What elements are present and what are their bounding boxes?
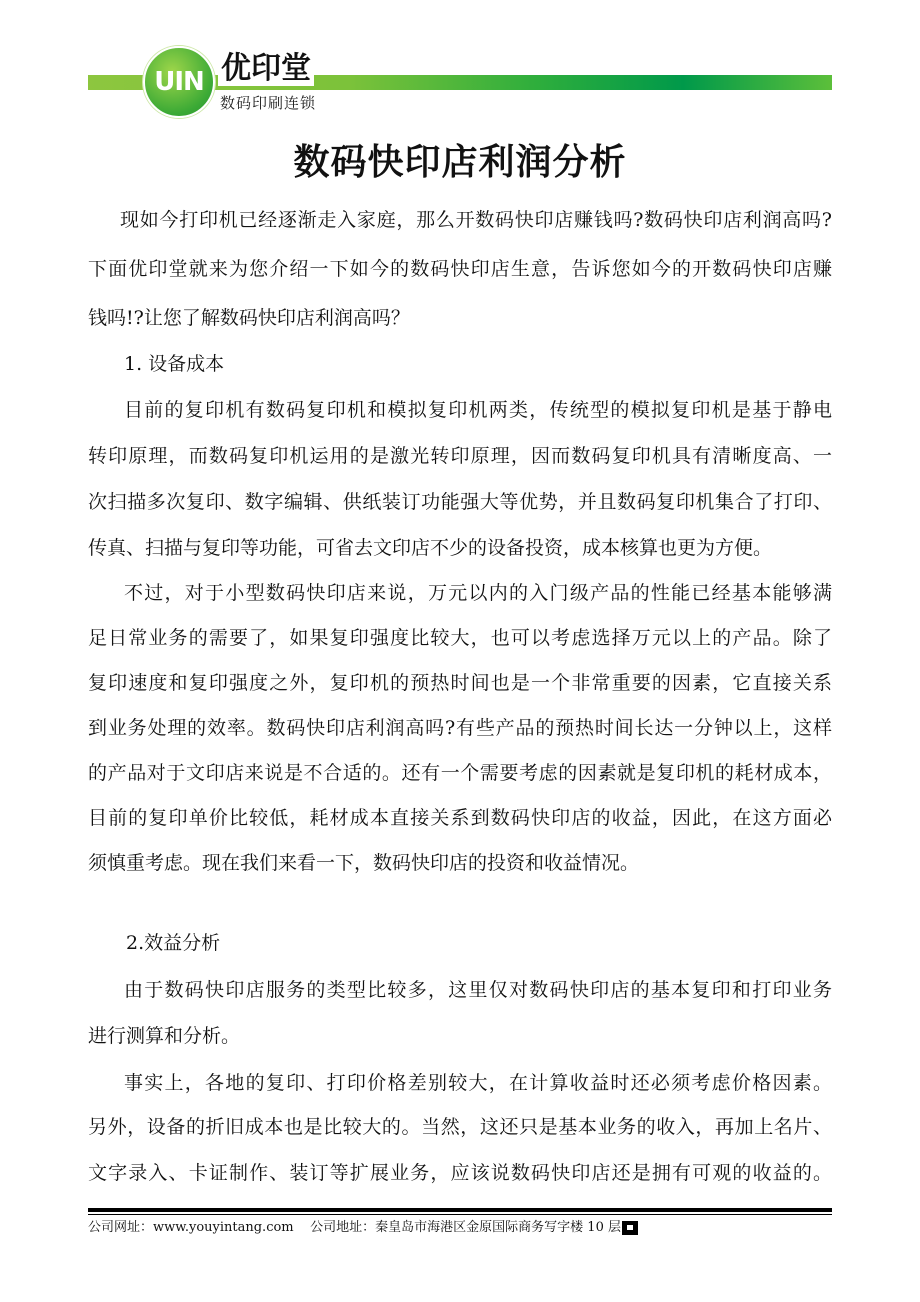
footer-address: 公司地址：秦皇岛市海港区金原国际商务写字楼 10 层 [310, 1220, 621, 1235]
body-line: 事实上，各地的复印、打印价格差别较大，在计算收益时还必须考虑价格因素。 [124, 1072, 832, 1094]
body-line: 目前的复印机有数码复印机和模拟复印机两类，传统型的模拟复印机是基于静电 [124, 399, 832, 421]
body-line: 不过，对于小型数码快印店来说，万元以内的入门级产品的性能已经基本能够满 [124, 582, 832, 604]
body-line: 转印原理，而数码复印机运用的是激光转印原理，因而数码复印机具有清晰度高、一 [88, 445, 832, 467]
footer-rule-thin [88, 1214, 832, 1215]
section-heading: 2.效益分析 [126, 932, 221, 954]
section-heading: 1. 设备成本 [124, 353, 225, 375]
footer [88, 1219, 638, 1237]
footer-rule-thick [88, 1208, 832, 1212]
body-line: 目前的复印单价比较低，耗材成本直接关系到数码快印店的收益，因此，在这方面必 [88, 807, 832, 829]
body-line: 的产品对于文印店来说是不合适的。还有一个需要考虑的因素就是复印机的耗材成本， [88, 762, 832, 784]
body-line: 足日常业务的需要了，如果复印强度比较大，也可以考虑选择万元以上的产品。除了 [88, 627, 832, 649]
body-line: 由于数码快印店服务的类型比较多，这里仅对数码快印店的基本复印和打印业务 [124, 979, 832, 1001]
body-line: 到业务处理的效率。数码快印店利润高吗?有些产品的预热时间长达一分钟以上，这样 [88, 717, 832, 739]
page-title: 数码快印店利润分析 [293, 142, 627, 183]
body-line: 下面优印堂就来为您介绍一下如今的数码快印店生意，告诉您如今的开数码快印店赚 [88, 258, 832, 280]
body-line: 文字录入、卡证制作、装订等扩展业务，应该说数码快印店还是拥有可观的收益的。 [88, 1162, 832, 1184]
brand-name: 优印堂 [218, 52, 314, 86]
logo-mark-text: UIN [154, 67, 204, 97]
footer-website: 公司网址：www.youyintang.com [88, 1220, 294, 1235]
body-line: 钱吗!?让您了解数码快印店利润高吗？ [88, 307, 410, 329]
logo-mark [143, 46, 215, 118]
page-mark-icon [622, 1221, 638, 1235]
body-line: 传真、扫描与复印等功能，可省去文印店不少的设备投资，成本核算也更为方便。 [88, 537, 773, 559]
body-line: 须慎重考虑。现在我们来看一下，数码快印店的投资和收益情况。 [88, 852, 640, 874]
body-line: 现如今打印机已经逐渐走入家庭，那么开数码快印店赚钱吗?数码快印店利润高吗? [120, 209, 832, 231]
body-line: 复印速度和复印强度之外，复印机的预热时间也是一个非常重要的因素，它直接关系 [88, 672, 832, 694]
body-line: 次扫描多次复印、数字编辑、供纸装订功能强大等优势，并且数码复印机集合了打印、 [88, 491, 832, 513]
body-line: 进行测算和分析。 [88, 1025, 241, 1047]
brand-tagline: 数码印刷连锁 [220, 94, 317, 112]
body-line: 另外，设备的折旧成本也是比较大的。当然，这还只是基本业务的收入，再加上名片、 [88, 1116, 832, 1138]
